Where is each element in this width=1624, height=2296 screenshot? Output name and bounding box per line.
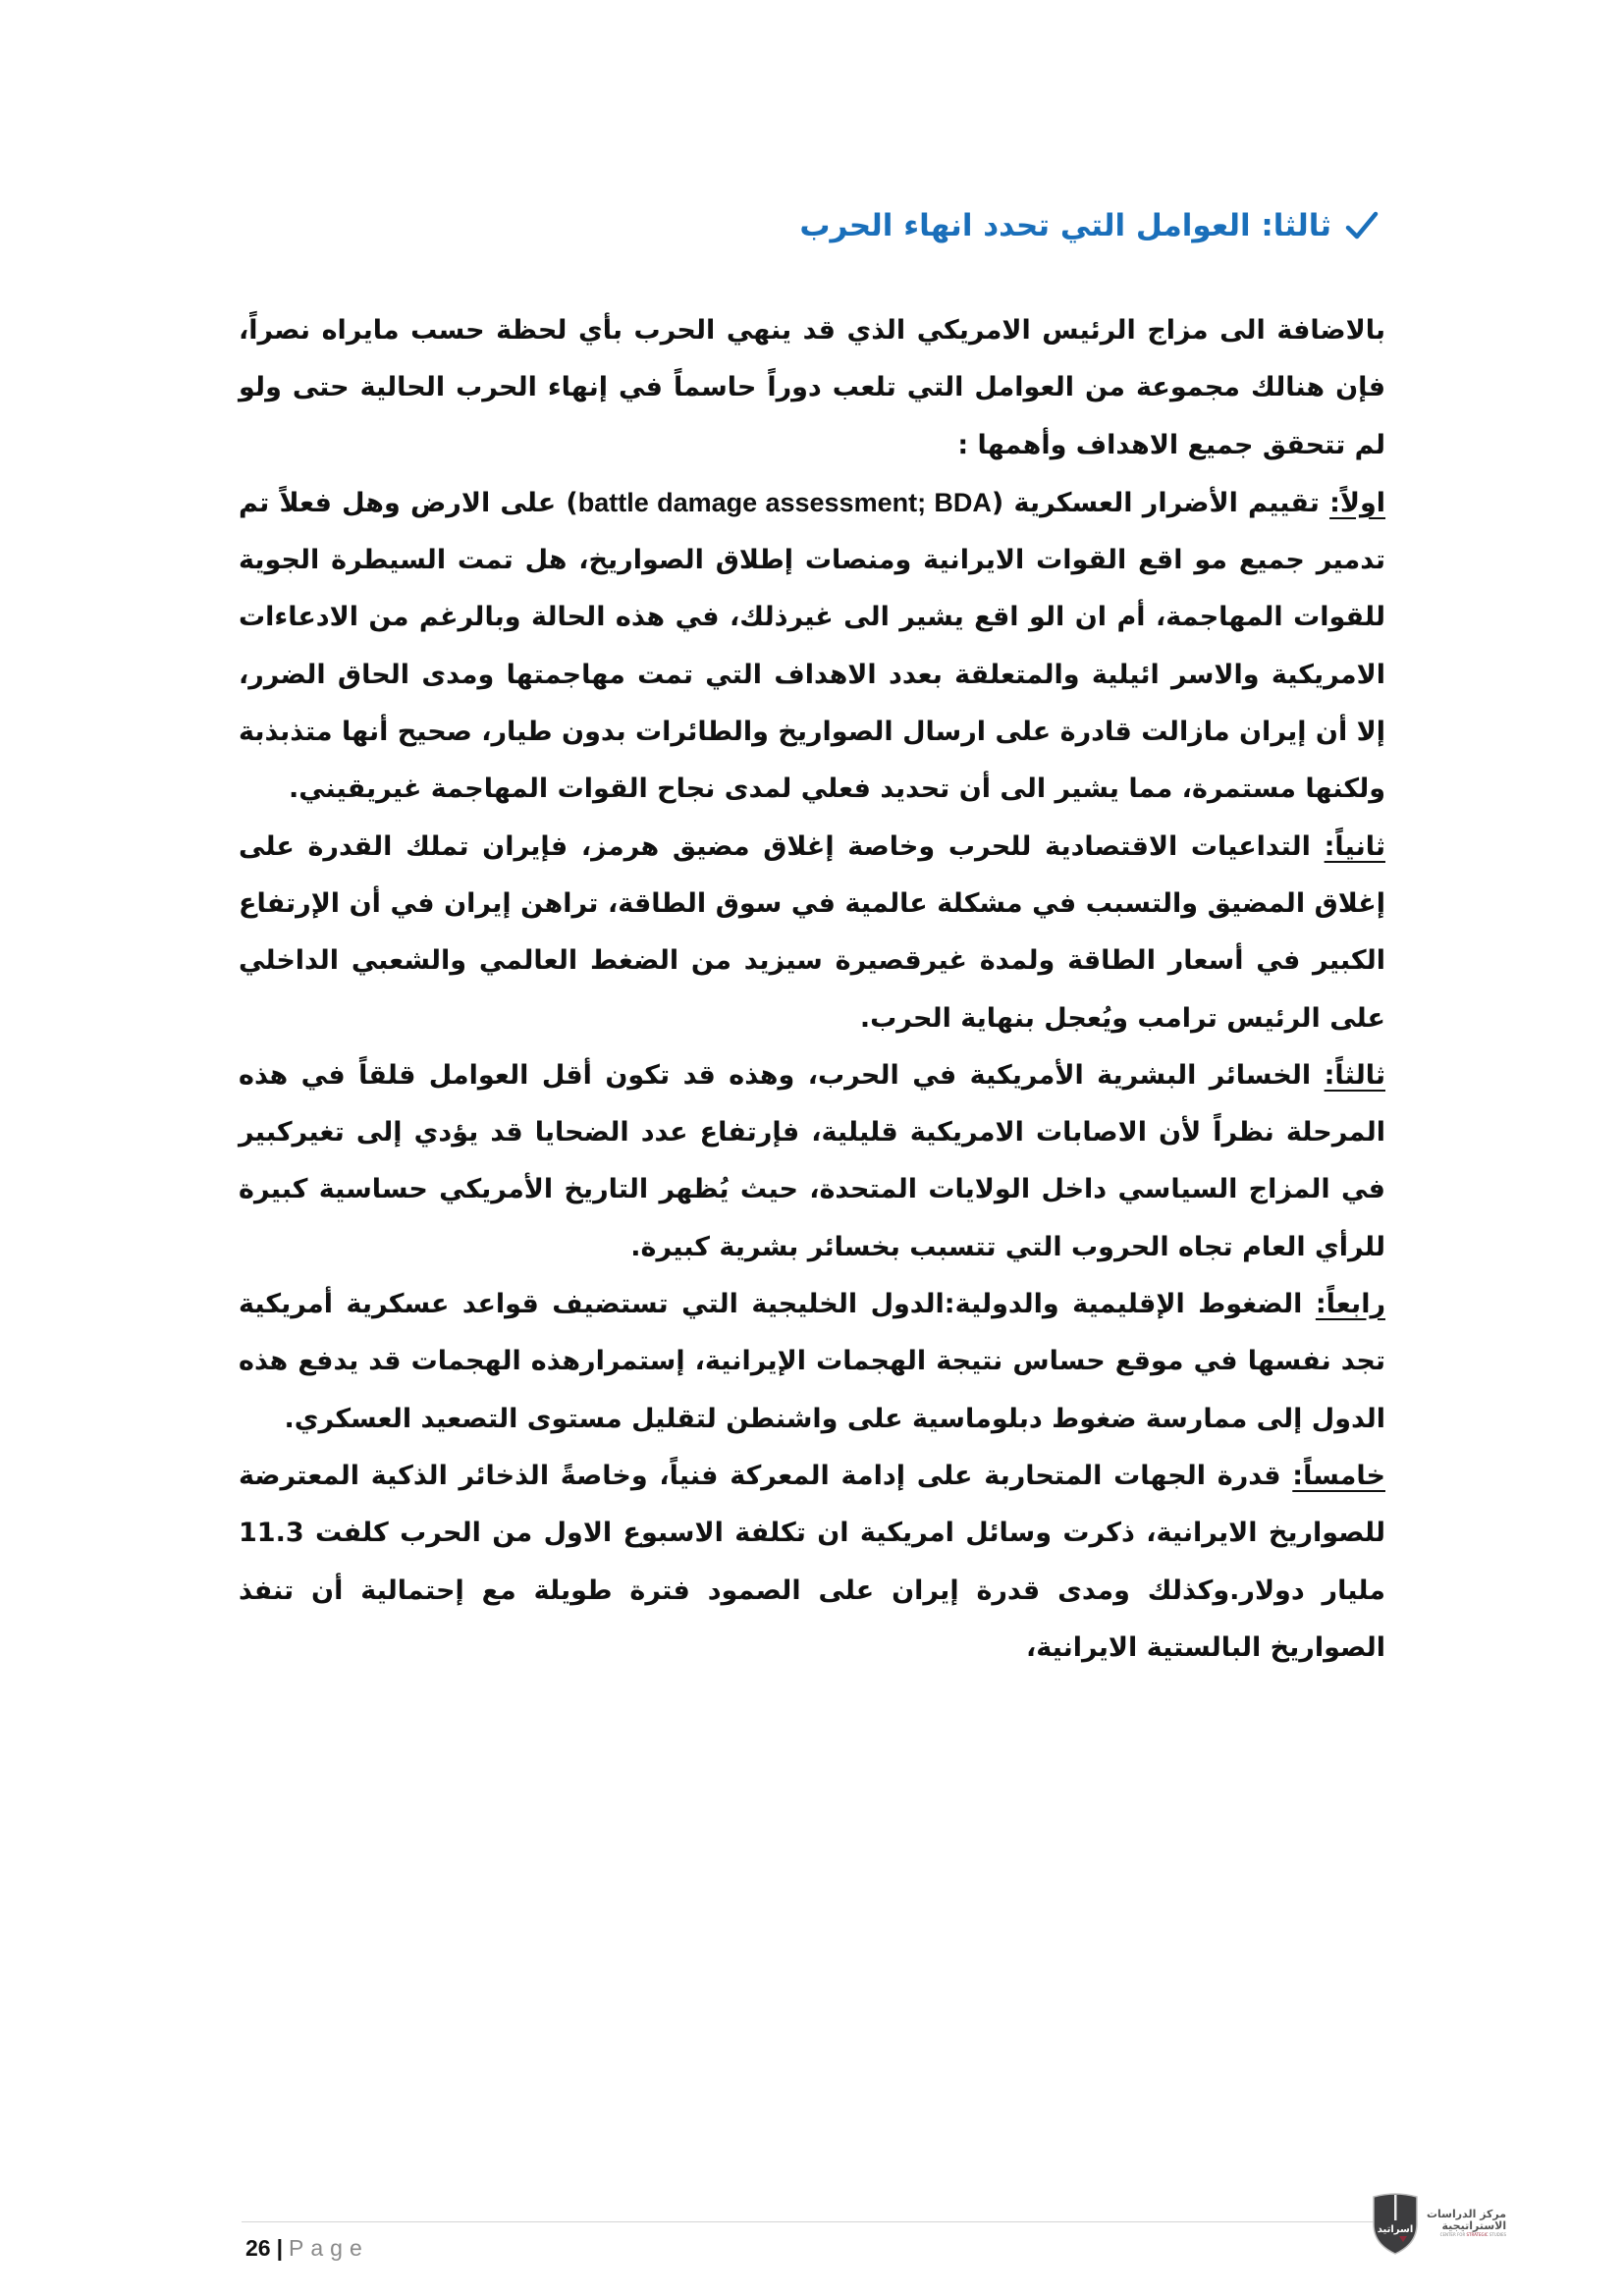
logo-name-line2: الاستراتيجية <box>1441 2219 1507 2232</box>
factor-label: رابعاً: <box>1315 1289 1385 1320</box>
factor-paragraph-4 <box>239 1276 1385 1448</box>
document-body <box>239 302 1385 1677</box>
page-number-value: 26 <box>245 2235 271 2261</box>
factor-text: تقييم الأضرار العسكرية ( <box>991 487 1330 518</box>
factor-text: قدرة الجهات المتحاربة على إدامة المعركة فنياً، وخاصةً الذخائر الذكية المعترضة للصواريخ الايرانية، ذكرت وسائل امريكية ان تكلفة الاسبوع الاول من الحرب كلفت 11.3 مليار دولار.وكذلك ومدى قدرة إيران على الصمود فترة طويلة مع إحتمالية أن تنفذ الصواريخ البالستية الايرانية، <box>239 1460 1385 1663</box>
logo-name-english <box>1427 2232 1506 2238</box>
footer-divider <box>242 2221 1382 2222</box>
factor-label: اولاً: <box>1329 487 1386 518</box>
factor-paragraph-5 <box>239 1448 1385 1677</box>
factor-text: الضغوط الإقليمية والدولية:الدول الخليجية التي تستضيف قواعد عسكرية أمريكية تجد نفسها في موقع حساس نتيجة الهجمات الإيرانية، إستمرارهذه الهجمات قد يدفع هذه الدول إلى ممارسة ضغوط دبلوماسية على واشنطن لتقليل مستوى التصعيد العسكري. <box>239 1289 1385 1434</box>
factor-text: الخسائر البشرية الأمريكية في الحرب، وهذه قد تكون أقل العوامل قلقاً في هذه المرحلة نظراً لأن الاصابات الامريكية قليلية، فإرتفاع عدد الضحايا قد يؤدي إلى تغيركبير في المزاج السياسي داخل الولايات المتحدة، حيث يُظهر التاريخ الأمريكي حساسية كبيرة للرأي العام تجاه الحروب التي تتسبب بخسائر بشرية كبيرة. <box>239 1059 1385 1262</box>
section-heading-text: ثالثا: العوامل التي تحدد انهاء الحرب <box>799 208 1331 243</box>
section-heading <box>799 204 1379 247</box>
shield-text: اسراتيد <box>1377 2224 1414 2235</box>
logo-en-highlight: STRATEGIC <box>1466 2232 1489 2237</box>
logo-name-line1: مركز الدراسات <box>1427 2208 1507 2220</box>
page-number-separator: | <box>276 2235 284 2261</box>
factor-text: التداعيات الاقتصادية للحرب وخاصة إغلاق مضيق هرمز، فإيران تملك القدرة على إغلاق المضيق والتسبب في مشكلة عالمية في سوق الطاقة، تراهن إيران في أن الإرتفاع الكبير في أسعار الطاقة ولمدة غيرقصيرة سيزيد من الضغط العالمي والشعبي الداخلي على الرئيس ترامب ويُعجل بنهاية الحرب. <box>239 830 1385 1034</box>
logo-en-prefix: CENTER FOR <box>1439 2232 1467 2237</box>
factor-paragraph-1 <box>239 474 1385 819</box>
factor-label: ثانياً: <box>1324 830 1385 862</box>
page-word: Page <box>289 2235 369 2261</box>
factor-text: ) على الارض وهل فعلاً تم تدمير جميع مو اقع القوات الايرانية ومنصات إطلاق الصواريخ، هل تمت السيطرة الجوية للقوات المهاجمة، أم ان الو اقع يشير الى غيرذلك، في هذه الحالة وبالرغم من الادعاءات الامريكية والاسر ائيلية والمتعلقة بعدد الاهداف التي تمت مهاجمتها ومدى الحاق الضرر، إلا أن إيران مازالت قادرة على ارسال الصواريخ والطائرات بدون طيار، صحيح أنها متذبذبة ولكنها مستمرة، مما يشير الى أن تحديد فعلي لمدى نجاح القوات المهاجمة غيريقيني. <box>239 487 1385 805</box>
check-icon <box>1345 211 1379 240</box>
shield-logo-icon <box>1370 2191 1421 2256</box>
factor-paragraph-3 <box>239 1047 1385 1276</box>
factor-paragraph-2 <box>239 819 1385 1047</box>
logo-wordmark <box>1427 2209 1506 2238</box>
factor-label: ثالثاً: <box>1324 1059 1385 1091</box>
factor-label: خامساً: <box>1292 1460 1385 1491</box>
intro-paragraph: بالاضافة الى مزاج الرئيس الامريكي الذي قد ينهي الحرب بأي لحظة حسب مايراه نصراً، فإن هنالك مجموعة من العوامل التي تلعب دوراً حاسماً في إنهاء الحرب الحالية حتى ولو لم تتحقق جميع الاهداف وأهمها : <box>239 315 1385 460</box>
factor-latin-term: battle damage assessment; BDA <box>577 487 992 517</box>
organization-logo <box>1370 2189 1517 2258</box>
logo-en-suffix: STUDIES <box>1488 2232 1507 2237</box>
page-number <box>245 2233 369 2263</box>
